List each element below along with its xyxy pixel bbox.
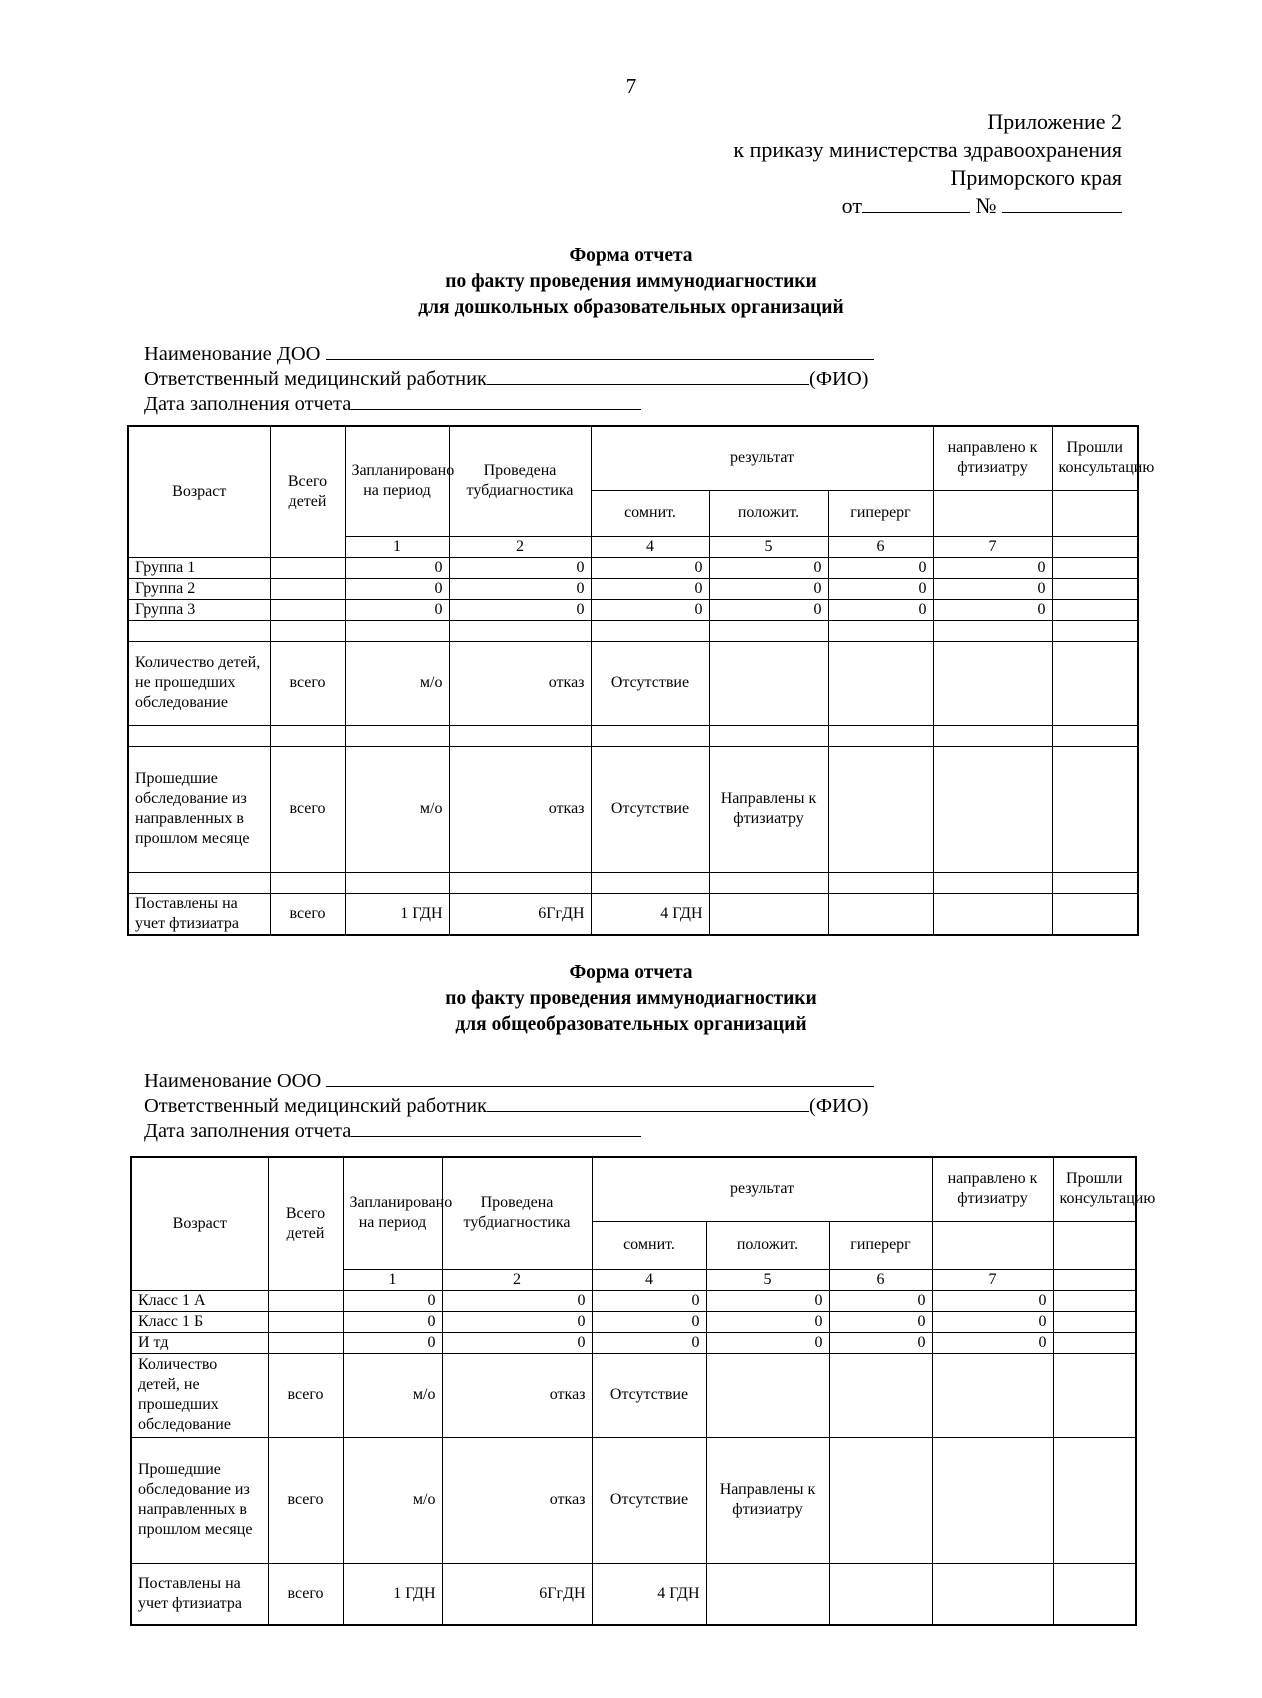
row-label: Группа 3 bbox=[128, 599, 270, 620]
form2-title-line: для общеобразовательных организаций bbox=[455, 1014, 807, 1035]
empty-cell bbox=[1053, 1269, 1136, 1290]
value-cell: 0 bbox=[932, 1290, 1053, 1311]
header-hyper: гиперерг bbox=[828, 490, 933, 536]
value-cell: 0 bbox=[591, 557, 709, 578]
header-age: Возраст bbox=[131, 1157, 268, 1290]
row-label: Группа 2 bbox=[128, 578, 270, 599]
form1-table bbox=[127, 425, 1155, 936]
value-cell: 1 ГДН bbox=[345, 893, 449, 935]
col-number: 7 bbox=[932, 1269, 1053, 1290]
value-cell: 0 bbox=[345, 599, 449, 620]
form1-title-line: по факту проведения иммунодиагностики bbox=[445, 271, 817, 292]
value-cell: 0 bbox=[592, 1311, 706, 1332]
date-blank bbox=[862, 192, 970, 213]
value-cell: 0 bbox=[709, 557, 828, 578]
empty-cell bbox=[933, 490, 1052, 536]
row-label: Прошедшие обследование из направленных в прошлом месяце bbox=[128, 746, 270, 872]
value-cell: 0 bbox=[706, 1311, 829, 1332]
value-cell: Отсутствие bbox=[592, 1353, 706, 1437]
empty-cell bbox=[268, 1332, 343, 1353]
value-cell: 0 bbox=[828, 557, 933, 578]
row-label: Прошедшие обследование из направленных в прошлом месяце bbox=[131, 1437, 268, 1563]
value-cell: Отсутствие bbox=[591, 746, 709, 872]
value-cell: м/о bbox=[343, 1353, 442, 1437]
value-cell: 0 bbox=[709, 599, 828, 620]
value-cell: 6ГгДН bbox=[449, 893, 591, 935]
value-cell: Отсутствие bbox=[591, 641, 709, 725]
form2-date-blank bbox=[351, 1116, 641, 1137]
empty-cell bbox=[268, 1311, 343, 1332]
form2-title-line: Форма отчета bbox=[569, 962, 693, 983]
table-row bbox=[128, 725, 1138, 746]
col-number: 6 bbox=[829, 1269, 932, 1290]
form1-date-blank bbox=[351, 389, 641, 410]
form2-title-line: по факту проведения иммунодиагностики bbox=[445, 988, 817, 1009]
empty-cell bbox=[1052, 536, 1138, 557]
row-label: Количество детей, не прошедших обследование bbox=[128, 641, 270, 725]
value-cell: отказ bbox=[442, 1353, 592, 1437]
header-consult: Прошли консультацию bbox=[1052, 426, 1138, 490]
empty-cell bbox=[1053, 1221, 1136, 1269]
empty-cell bbox=[1053, 1332, 1136, 1353]
value-cell: 0 bbox=[933, 599, 1052, 620]
value-cell: м/о bbox=[345, 746, 449, 872]
col-number: 2 bbox=[442, 1269, 592, 1290]
value-cell: 0 bbox=[343, 1332, 442, 1353]
form1-worker-label: Ответственный медицинский работник bbox=[144, 368, 488, 390]
empty-cell bbox=[1053, 1311, 1136, 1332]
col-number: 7 bbox=[933, 536, 1052, 557]
form1-worker-suffix: (ФИО) bbox=[809, 368, 869, 390]
row-label: Поставлены на учет фтизиатра bbox=[128, 893, 270, 935]
form1-title-line: для дошкольных образовательных организаций bbox=[418, 297, 844, 318]
value-cell: 0 bbox=[343, 1290, 442, 1311]
table-row bbox=[128, 872, 1138, 893]
col-number: 2 bbox=[449, 536, 591, 557]
table-row bbox=[128, 557, 1138, 578]
header-total: Всего детей bbox=[268, 1157, 343, 1290]
value-cell: 0 bbox=[828, 578, 933, 599]
table-row bbox=[131, 1332, 1136, 1353]
table-row bbox=[131, 1563, 1136, 1625]
header-done: Проведена тубдиагностика bbox=[449, 426, 591, 536]
form1-fields bbox=[144, 339, 874, 414]
form1-date-label: Дата заполнения отчета bbox=[144, 393, 352, 415]
empty-cell bbox=[1052, 599, 1138, 620]
form2-title bbox=[0, 960, 1262, 1038]
value-cell: всего bbox=[268, 1563, 343, 1625]
empty-cell bbox=[270, 557, 345, 578]
value-cell: 0 bbox=[829, 1332, 932, 1353]
header-doubtful: сомнит. bbox=[592, 1221, 706, 1269]
appendix-region: Приморского края bbox=[950, 165, 1122, 190]
appendix-order: к приказу министерства здравоохранения bbox=[733, 137, 1122, 162]
value-cell: 0 bbox=[343, 1311, 442, 1332]
value-cell: 0 bbox=[345, 578, 449, 599]
form2-worker-blank bbox=[487, 1091, 809, 1112]
header-planned: Запланировано на период bbox=[345, 426, 449, 536]
value-cell: 1 ГДН bbox=[343, 1563, 442, 1625]
form1-title bbox=[0, 243, 1262, 321]
value-cell: 0 bbox=[591, 578, 709, 599]
value-cell: всего bbox=[268, 1437, 343, 1563]
empty-cell bbox=[1052, 557, 1138, 578]
form1-org-label: Наименование ДОО bbox=[144, 343, 321, 365]
number-blank bbox=[1002, 192, 1122, 213]
value-cell: всего bbox=[268, 1353, 343, 1437]
form2-worker-suffix: (ФИО) bbox=[809, 1095, 869, 1117]
empty-cell bbox=[1052, 490, 1138, 536]
form1-worker-blank bbox=[487, 364, 809, 385]
table-row bbox=[131, 1437, 1136, 1563]
value-cell: 0 bbox=[591, 599, 709, 620]
value-cell: 0 bbox=[932, 1311, 1053, 1332]
table-row bbox=[128, 746, 1138, 872]
value-cell: 0 bbox=[933, 578, 1052, 599]
value-cell: Направлены к фтизиатру bbox=[709, 746, 828, 872]
value-cell: 0 bbox=[449, 578, 591, 599]
row-label: Группа 1 bbox=[128, 557, 270, 578]
page-number: 7 bbox=[625, 74, 637, 98]
col-number: 4 bbox=[591, 536, 709, 557]
row-label: И тд bbox=[131, 1332, 268, 1353]
value-cell: 0 bbox=[828, 599, 933, 620]
value-cell: Направлены к фтизиатру bbox=[706, 1437, 829, 1563]
value-cell: всего bbox=[270, 641, 345, 725]
value-cell: 0 bbox=[829, 1311, 932, 1332]
table-row bbox=[128, 620, 1138, 641]
appendix-block bbox=[733, 108, 1122, 220]
date-prefix: от bbox=[841, 193, 862, 218]
header-consult: Прошли консультацию bbox=[1053, 1157, 1136, 1221]
header-positive: положит. bbox=[706, 1221, 829, 1269]
value-cell: 0 bbox=[442, 1332, 592, 1353]
table-row bbox=[131, 1353, 1136, 1437]
form2-fields bbox=[144, 1066, 874, 1141]
number-sign: № bbox=[975, 193, 997, 218]
value-cell: Отсутствие bbox=[592, 1437, 706, 1563]
value-cell: 0 bbox=[829, 1290, 932, 1311]
header-hyper: гиперерг bbox=[829, 1221, 932, 1269]
form1-org-blank bbox=[326, 339, 874, 360]
form2-table bbox=[130, 1156, 1156, 1626]
value-cell: 0 bbox=[592, 1290, 706, 1311]
row-label: Класс 1 А bbox=[131, 1290, 268, 1311]
value-cell: 0 bbox=[706, 1290, 829, 1311]
form2-worker-label: Ответственный медицинский работник bbox=[144, 1095, 488, 1117]
table-row bbox=[131, 1311, 1136, 1332]
value-cell: 4 ГДН bbox=[592, 1563, 706, 1625]
col-number: 4 bbox=[592, 1269, 706, 1290]
header-positive: положит. bbox=[709, 490, 828, 536]
row-label: Поставлены на учет фтизиатра bbox=[131, 1563, 268, 1625]
header-doubtful: сомнит. bbox=[591, 490, 709, 536]
value-cell: м/о bbox=[345, 641, 449, 725]
row-label: Количество детей, не прошедших обследование bbox=[131, 1353, 268, 1437]
table-row bbox=[128, 599, 1138, 620]
header-sent: направлено к фтизиатру bbox=[933, 426, 1052, 490]
value-cell: 0 bbox=[449, 599, 591, 620]
value-cell: 0 bbox=[442, 1290, 592, 1311]
empty-cell bbox=[270, 578, 345, 599]
value-cell: 0 bbox=[592, 1332, 706, 1353]
header-done: Проведена тубдиагностика bbox=[442, 1157, 592, 1269]
value-cell: 0 bbox=[449, 557, 591, 578]
empty-cell bbox=[932, 1221, 1053, 1269]
row-label: Класс 1 Б bbox=[131, 1311, 268, 1332]
value-cell: отказ bbox=[442, 1437, 592, 1563]
empty-cell bbox=[268, 1290, 343, 1311]
value-cell: 0 bbox=[932, 1332, 1053, 1353]
table-row bbox=[128, 641, 1138, 725]
value-cell: всего bbox=[270, 746, 345, 872]
header-planned: Запланировано на период bbox=[343, 1157, 442, 1269]
empty-cell bbox=[1053, 1290, 1136, 1311]
header-sent: направлено к фтизиатру bbox=[932, 1157, 1053, 1221]
col-number: 5 bbox=[709, 536, 828, 557]
appendix-title: Приложение 2 bbox=[987, 109, 1122, 134]
col-number: 1 bbox=[345, 536, 449, 557]
col-number: 1 bbox=[343, 1269, 442, 1290]
form1-title-line: Форма отчета bbox=[569, 245, 693, 266]
header-result: результат bbox=[591, 426, 933, 490]
value-cell: отказ bbox=[449, 746, 591, 872]
table-row bbox=[131, 1290, 1136, 1311]
value-cell: м/о bbox=[343, 1437, 442, 1563]
table-row bbox=[128, 578, 1138, 599]
value-cell: 0 bbox=[709, 578, 828, 599]
header-total: Всего детей bbox=[270, 426, 345, 557]
table-row bbox=[128, 893, 1138, 935]
value-cell: отказ bbox=[449, 641, 591, 725]
col-number: 5 bbox=[706, 1269, 829, 1290]
form2-date-label: Дата заполнения отчета bbox=[144, 1120, 352, 1142]
value-cell: 0 bbox=[933, 557, 1052, 578]
form2-org-label: Наименование ООО bbox=[144, 1070, 322, 1092]
empty-cell bbox=[270, 599, 345, 620]
value-cell: 0 bbox=[345, 557, 449, 578]
header-age: Возраст bbox=[128, 426, 270, 557]
value-cell: 4 ГДН bbox=[591, 893, 709, 935]
value-cell: 6ГгДН bbox=[442, 1563, 592, 1625]
col-number: 6 bbox=[828, 536, 933, 557]
empty-cell bbox=[1052, 578, 1138, 599]
appendix-date-number bbox=[733, 192, 1122, 220]
header-result: результат bbox=[592, 1157, 932, 1221]
form2-org-blank bbox=[326, 1066, 874, 1087]
value-cell: 0 bbox=[706, 1332, 829, 1353]
value-cell: 0 bbox=[442, 1311, 592, 1332]
value-cell: всего bbox=[270, 893, 345, 935]
